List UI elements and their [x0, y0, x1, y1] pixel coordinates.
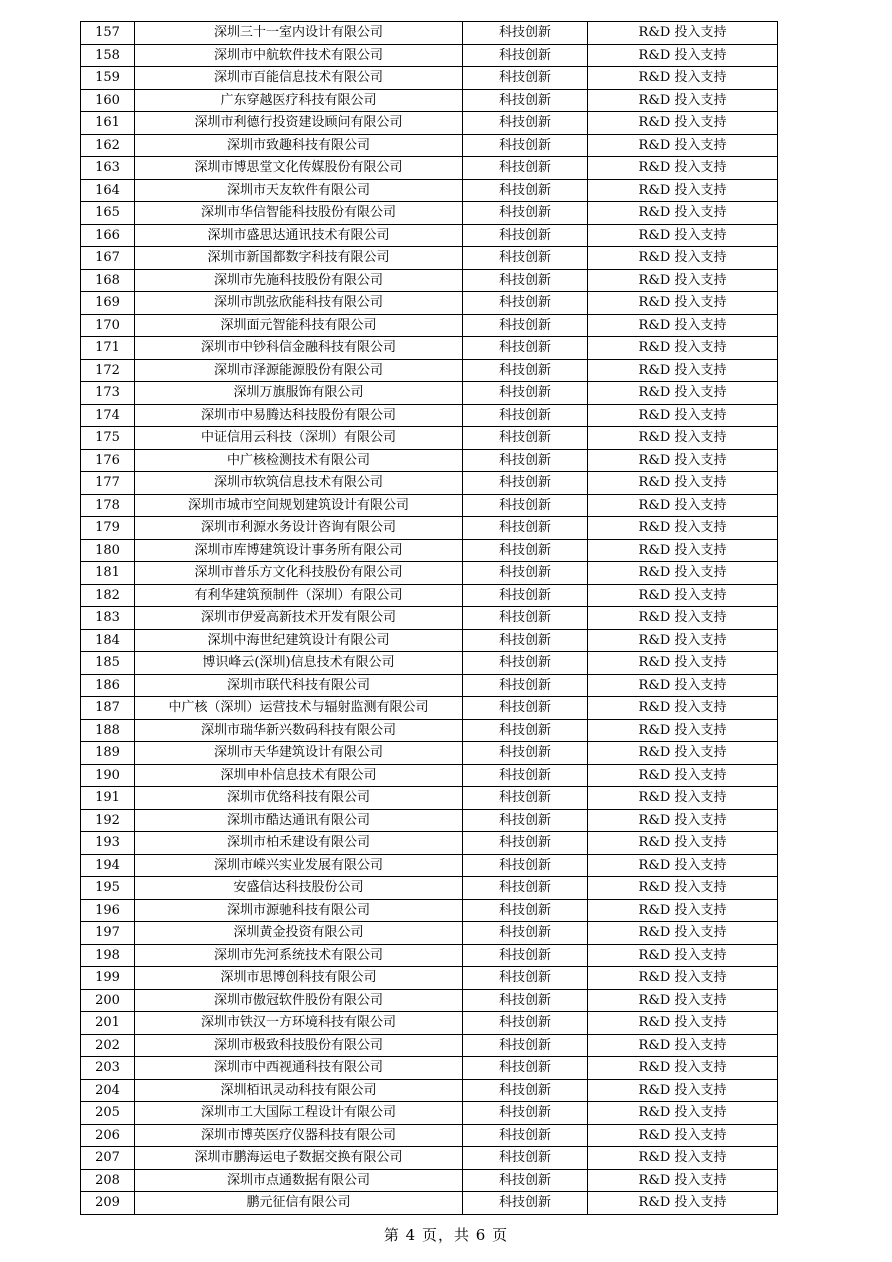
row-number-cell: 181 — [81, 562, 135, 585]
company-name-cell: 深圳市盛思达通讯技术有限公司 — [135, 224, 463, 247]
row-number-cell: 202 — [81, 1034, 135, 1057]
company-name-cell: 中证信用云科技（深圳）有限公司 — [135, 427, 463, 450]
table-row — [81, 382, 778, 405]
table-row — [81, 607, 778, 630]
support-type-cell: R&D 投入支持 — [588, 787, 778, 810]
row-number-cell: 160 — [81, 89, 135, 112]
row-number-cell: 180 — [81, 539, 135, 562]
category-cell: 科技创新 — [463, 697, 588, 720]
support-type-cell: R&D 投入支持 — [588, 674, 778, 697]
category-cell: 科技创新 — [463, 562, 588, 585]
support-type-cell: R&D 投入支持 — [588, 494, 778, 517]
table-row — [81, 314, 778, 337]
support-type-cell: R&D 投入支持 — [588, 224, 778, 247]
category-cell: 科技创新 — [463, 112, 588, 135]
company-name-cell: 深圳市铁汉一方环境科技有限公司 — [135, 1012, 463, 1035]
company-name-cell: 深圳市点通数据有限公司 — [135, 1169, 463, 1192]
table-row — [81, 697, 778, 720]
category-cell: 科技创新 — [463, 1079, 588, 1102]
support-type-cell: R&D 投入支持 — [588, 562, 778, 585]
table-row — [81, 134, 778, 157]
row-number-cell: 169 — [81, 292, 135, 315]
company-name-cell: 深圳市工大国际工程设计有限公司 — [135, 1102, 463, 1125]
category-cell: 科技创新 — [463, 989, 588, 1012]
category-cell: 科技创新 — [463, 652, 588, 675]
row-number-cell: 199 — [81, 967, 135, 990]
table-row — [81, 719, 778, 742]
category-cell: 科技创新 — [463, 22, 588, 45]
category-cell: 科技创新 — [463, 134, 588, 157]
table-row — [81, 359, 778, 382]
category-cell: 科技创新 — [463, 832, 588, 855]
row-number-cell: 176 — [81, 449, 135, 472]
table-row — [81, 517, 778, 540]
support-type-cell: R&D 投入支持 — [588, 1147, 778, 1170]
company-name-cell: 深圳中海世纪建筑设计有限公司 — [135, 629, 463, 652]
support-type-cell: R&D 投入支持 — [588, 1169, 778, 1192]
table-row — [81, 22, 778, 45]
row-number-cell: 172 — [81, 359, 135, 382]
support-type-cell: R&D 投入支持 — [588, 134, 778, 157]
category-cell: 科技创新 — [463, 179, 588, 202]
category-cell: 科技创新 — [463, 854, 588, 877]
support-type-cell: R&D 投入支持 — [588, 607, 778, 630]
support-type-cell: R&D 投入支持 — [588, 269, 778, 292]
category-cell: 科技创新 — [463, 764, 588, 787]
company-name-cell: 深圳市致趣科技有限公司 — [135, 134, 463, 157]
row-number-cell: 168 — [81, 269, 135, 292]
category-cell: 科技创新 — [463, 202, 588, 225]
row-number-cell: 183 — [81, 607, 135, 630]
table-row — [81, 899, 778, 922]
support-type-cell: R&D 投入支持 — [588, 202, 778, 225]
table-body — [81, 22, 778, 1215]
support-type-cell: R&D 投入支持 — [588, 247, 778, 270]
support-type-cell: R&D 投入支持 — [588, 1192, 778, 1215]
support-type-cell: R&D 投入支持 — [588, 157, 778, 180]
row-number-cell: 165 — [81, 202, 135, 225]
row-number-cell: 157 — [81, 22, 135, 45]
row-number-cell: 203 — [81, 1057, 135, 1080]
company-name-cell: 深圳市天友软件有限公司 — [135, 179, 463, 202]
row-number-cell: 200 — [81, 989, 135, 1012]
table-row — [81, 269, 778, 292]
table-row — [81, 877, 778, 900]
company-name-cell: 深圳市柏禾建设有限公司 — [135, 832, 463, 855]
support-type-cell: R&D 投入支持 — [588, 89, 778, 112]
table-row — [81, 1102, 778, 1125]
row-number-cell: 177 — [81, 472, 135, 495]
table-row — [81, 854, 778, 877]
row-number-cell: 161 — [81, 112, 135, 135]
table-row — [81, 1012, 778, 1035]
category-cell: 科技创新 — [463, 359, 588, 382]
row-number-cell: 206 — [81, 1124, 135, 1147]
company-name-cell: 深圳市鹏海运电子数据交换有限公司 — [135, 1147, 463, 1170]
category-cell: 科技创新 — [463, 787, 588, 810]
company-name-cell: 深圳市傲冠软件股份有限公司 — [135, 989, 463, 1012]
table-row — [81, 562, 778, 585]
support-type-cell: R&D 投入支持 — [588, 652, 778, 675]
support-type-cell: R&D 投入支持 — [588, 854, 778, 877]
row-number-cell: 205 — [81, 1102, 135, 1125]
category-cell: 科技创新 — [463, 809, 588, 832]
company-name-cell: 深圳市思博创科技有限公司 — [135, 967, 463, 990]
table-row — [81, 449, 778, 472]
table-row — [81, 472, 778, 495]
support-type-cell: R&D 投入支持 — [588, 967, 778, 990]
company-name-cell: 深圳申朴信息技术有限公司 — [135, 764, 463, 787]
support-type-cell: R&D 投入支持 — [588, 359, 778, 382]
company-name-cell: 深圳市中航软件技术有限公司 — [135, 44, 463, 67]
support-type-cell: R&D 投入支持 — [588, 1034, 778, 1057]
table-row — [81, 292, 778, 315]
support-type-cell: R&D 投入支持 — [588, 179, 778, 202]
support-type-cell: R&D 投入支持 — [588, 472, 778, 495]
table-row — [81, 1169, 778, 1192]
row-number-cell: 207 — [81, 1147, 135, 1170]
page-footer: 第 4 页，共 6 页 — [383, 1226, 509, 1244]
company-name-cell: 深圳市泽源能源股份有限公司 — [135, 359, 463, 382]
table-row — [81, 922, 778, 945]
category-cell: 科技创新 — [463, 494, 588, 517]
table-row — [81, 1057, 778, 1080]
row-number-cell: 170 — [81, 314, 135, 337]
category-cell: 科技创新 — [463, 719, 588, 742]
row-number-cell: 194 — [81, 854, 135, 877]
company-name-cell: 深圳市库博建筑设计事务所有限公司 — [135, 539, 463, 562]
row-number-cell: 182 — [81, 584, 135, 607]
table-row — [81, 224, 778, 247]
support-type-cell: R&D 投入支持 — [588, 1079, 778, 1102]
support-type-cell: R&D 投入支持 — [588, 584, 778, 607]
category-cell: 科技创新 — [463, 877, 588, 900]
company-name-cell: 深圳栢讯灵动科技有限公司 — [135, 1079, 463, 1102]
company-name-cell: 深圳市先施科技股份有限公司 — [135, 269, 463, 292]
company-name-cell: 深圳市利德行投资建设顾问有限公司 — [135, 112, 463, 135]
row-number-cell: 189 — [81, 742, 135, 765]
support-type-cell: R&D 投入支持 — [588, 764, 778, 787]
company-name-cell: 深圳市联代科技有限公司 — [135, 674, 463, 697]
support-type-cell: R&D 投入支持 — [588, 989, 778, 1012]
row-number-cell: 196 — [81, 899, 135, 922]
row-number-cell: 163 — [81, 157, 135, 180]
row-number-cell: 179 — [81, 517, 135, 540]
company-name-cell: 深圳市嵘兴实业发展有限公司 — [135, 854, 463, 877]
company-name-cell: 有利华建筑预制件（深圳）有限公司 — [135, 584, 463, 607]
support-type-cell: R&D 投入支持 — [588, 922, 778, 945]
table-row — [81, 89, 778, 112]
support-type-cell: R&D 投入支持 — [588, 809, 778, 832]
row-number-cell: 174 — [81, 404, 135, 427]
support-type-cell: R&D 投入支持 — [588, 629, 778, 652]
table-row — [81, 787, 778, 810]
category-cell: 科技创新 — [463, 427, 588, 450]
company-name-cell: 深圳万旗服饰有限公司 — [135, 382, 463, 405]
row-number-cell: 204 — [81, 1079, 135, 1102]
company-name-cell: 深圳市百能信息技术有限公司 — [135, 67, 463, 90]
support-type-cell: R&D 投入支持 — [588, 427, 778, 450]
table-row — [81, 674, 778, 697]
table-row — [81, 1192, 778, 1215]
table-row — [81, 967, 778, 990]
category-cell: 科技创新 — [463, 1034, 588, 1057]
category-cell: 科技创新 — [463, 67, 588, 90]
company-name-cell: 深圳市瑞华新兴数码科技有限公司 — [135, 719, 463, 742]
category-cell: 科技创新 — [463, 584, 588, 607]
category-cell: 科技创新 — [463, 292, 588, 315]
row-number-cell: 195 — [81, 877, 135, 900]
row-number-cell: 192 — [81, 809, 135, 832]
category-cell: 科技创新 — [463, 44, 588, 67]
category-cell: 科技创新 — [463, 1147, 588, 1170]
company-name-cell: 深圳市新国都数字科技有限公司 — [135, 247, 463, 270]
category-cell: 科技创新 — [463, 1012, 588, 1035]
row-number-cell: 175 — [81, 427, 135, 450]
category-cell: 科技创新 — [463, 314, 588, 337]
category-cell: 科技创新 — [463, 922, 588, 945]
table-row — [81, 989, 778, 1012]
support-type-cell: R&D 投入支持 — [588, 1012, 778, 1035]
category-cell: 科技创新 — [463, 224, 588, 247]
row-number-cell: 184 — [81, 629, 135, 652]
support-type-cell: R&D 投入支持 — [588, 1124, 778, 1147]
company-name-cell: 鹏元征信有限公司 — [135, 1192, 463, 1215]
table-row — [81, 67, 778, 90]
category-cell: 科技创新 — [463, 1057, 588, 1080]
table-row — [81, 652, 778, 675]
table-row — [81, 44, 778, 67]
category-cell: 科技创新 — [463, 1169, 588, 1192]
row-number-cell: 171 — [81, 337, 135, 360]
support-type-cell: R&D 投入支持 — [588, 67, 778, 90]
support-type-cell: R&D 投入支持 — [588, 899, 778, 922]
category-cell: 科技创新 — [463, 944, 588, 967]
row-number-cell: 209 — [81, 1192, 135, 1215]
support-type-cell: R&D 投入支持 — [588, 112, 778, 135]
support-type-cell: R&D 投入支持 — [588, 404, 778, 427]
table-row — [81, 1147, 778, 1170]
category-cell: 科技创新 — [463, 899, 588, 922]
company-name-cell: 深圳市博思堂文化传媒股份有限公司 — [135, 157, 463, 180]
company-name-cell: 深圳市博英医疗仪器科技有限公司 — [135, 1124, 463, 1147]
support-type-cell: R&D 投入支持 — [588, 742, 778, 765]
company-name-cell: 深圳市中易腾达科技股份有限公司 — [135, 404, 463, 427]
company-name-cell: 深圳市酷达通讯有限公司 — [135, 809, 463, 832]
row-number-cell: 186 — [81, 674, 135, 697]
support-type-cell: R&D 投入支持 — [588, 1102, 778, 1125]
table-row — [81, 202, 778, 225]
support-type-cell: R&D 投入支持 — [588, 539, 778, 562]
row-number-cell: 191 — [81, 787, 135, 810]
row-number-cell: 197 — [81, 922, 135, 945]
company-name-cell: 深圳市优络科技有限公司 — [135, 787, 463, 810]
support-type-cell: R&D 投入支持 — [588, 877, 778, 900]
table-row — [81, 404, 778, 427]
table-row — [81, 832, 778, 855]
company-name-cell: 深圳黄金投资有限公司 — [135, 922, 463, 945]
table-row — [81, 494, 778, 517]
table-row — [81, 1079, 778, 1102]
row-number-cell: 178 — [81, 494, 135, 517]
table-row — [81, 1034, 778, 1057]
company-name-cell: 深圳三十一室内设计有限公司 — [135, 22, 463, 45]
table-row — [81, 629, 778, 652]
row-number-cell: 162 — [81, 134, 135, 157]
support-type-cell: R&D 投入支持 — [588, 382, 778, 405]
category-cell: 科技创新 — [463, 607, 588, 630]
category-cell: 科技创新 — [463, 382, 588, 405]
category-cell: 科技创新 — [463, 539, 588, 562]
table-row — [81, 247, 778, 270]
support-type-cell: R&D 投入支持 — [588, 944, 778, 967]
support-type-cell: R&D 投入支持 — [588, 449, 778, 472]
company-name-cell: 中广核检测技术有限公司 — [135, 449, 463, 472]
category-cell: 科技创新 — [463, 1192, 588, 1215]
category-cell: 科技创新 — [463, 517, 588, 540]
company-name-cell: 广东穿越医疗科技有限公司 — [135, 89, 463, 112]
table-row — [81, 157, 778, 180]
company-name-cell: 深圳市先河系统技术有限公司 — [135, 944, 463, 967]
company-name-cell: 深圳市利源水务设计咨询有限公司 — [135, 517, 463, 540]
table-row — [81, 427, 778, 450]
table-row — [81, 944, 778, 967]
company-name-cell: 深圳面元智能科技有限公司 — [135, 314, 463, 337]
table-row — [81, 809, 778, 832]
company-name-cell: 深圳市中钞科信金融科技有限公司 — [135, 337, 463, 360]
table-row — [81, 1124, 778, 1147]
company-name-cell: 深圳市源驰科技有限公司 — [135, 899, 463, 922]
support-type-cell: R&D 投入支持 — [588, 337, 778, 360]
company-name-cell: 安盛信达科技股份公司 — [135, 877, 463, 900]
table-row — [81, 584, 778, 607]
company-table — [80, 21, 778, 1215]
support-type-cell: R&D 投入支持 — [588, 22, 778, 45]
category-cell: 科技创新 — [463, 89, 588, 112]
category-cell: 科技创新 — [463, 247, 588, 270]
support-type-cell: R&D 投入支持 — [588, 719, 778, 742]
row-number-cell: 187 — [81, 697, 135, 720]
company-name-cell: 深圳市极致科技股份有限公司 — [135, 1034, 463, 1057]
row-number-cell: 159 — [81, 67, 135, 90]
support-type-cell: R&D 投入支持 — [588, 1057, 778, 1080]
company-name-cell: 深圳市华信智能科技股份有限公司 — [135, 202, 463, 225]
company-name-cell: 深圳市天华建筑设计有限公司 — [135, 742, 463, 765]
support-type-cell: R&D 投入支持 — [588, 697, 778, 720]
category-cell: 科技创新 — [463, 742, 588, 765]
row-number-cell: 164 — [81, 179, 135, 202]
category-cell: 科技创新 — [463, 1102, 588, 1125]
category-cell: 科技创新 — [463, 404, 588, 427]
support-type-cell: R&D 投入支持 — [588, 292, 778, 315]
table-row — [81, 337, 778, 360]
support-type-cell: R&D 投入支持 — [588, 832, 778, 855]
category-cell: 科技创新 — [463, 449, 588, 472]
row-number-cell: 166 — [81, 224, 135, 247]
row-number-cell: 208 — [81, 1169, 135, 1192]
row-number-cell: 158 — [81, 44, 135, 67]
row-number-cell: 173 — [81, 382, 135, 405]
company-name-cell: 深圳市城市空间规划建筑设计有限公司 — [135, 494, 463, 517]
company-name-cell: 深圳市中西视通科技有限公司 — [135, 1057, 463, 1080]
row-number-cell: 193 — [81, 832, 135, 855]
company-name-cell: 深圳市普乐方文化科技股份有限公司 — [135, 562, 463, 585]
company-name-cell: 深圳市凯弦欣能科技有限公司 — [135, 292, 463, 315]
company-name-cell: 深圳市伊爱高新技术开发有限公司 — [135, 607, 463, 630]
table-row — [81, 112, 778, 135]
row-number-cell: 188 — [81, 719, 135, 742]
support-type-cell: R&D 投入支持 — [588, 314, 778, 337]
company-name-cell: 深圳市软筑信息技术有限公司 — [135, 472, 463, 495]
table-row — [81, 764, 778, 787]
support-type-cell: R&D 投入支持 — [588, 44, 778, 67]
category-cell: 科技创新 — [463, 967, 588, 990]
row-number-cell: 198 — [81, 944, 135, 967]
category-cell: 科技创新 — [463, 674, 588, 697]
category-cell: 科技创新 — [463, 472, 588, 495]
category-cell: 科技创新 — [463, 269, 588, 292]
company-name-cell: 博识峰云(深圳)信息技术有限公司 — [135, 652, 463, 675]
table-row — [81, 539, 778, 562]
category-cell: 科技创新 — [463, 629, 588, 652]
row-number-cell: 190 — [81, 764, 135, 787]
row-number-cell: 167 — [81, 247, 135, 270]
category-cell: 科技创新 — [463, 157, 588, 180]
company-name-cell: 中广核（深圳）运营技术与辐射监测有限公司 — [135, 697, 463, 720]
table-row — [81, 742, 778, 765]
row-number-cell: 201 — [81, 1012, 135, 1035]
category-cell: 科技创新 — [463, 337, 588, 360]
table-row — [81, 179, 778, 202]
category-cell: 科技创新 — [463, 1124, 588, 1147]
support-type-cell: R&D 投入支持 — [588, 517, 778, 540]
row-number-cell: 185 — [81, 652, 135, 675]
